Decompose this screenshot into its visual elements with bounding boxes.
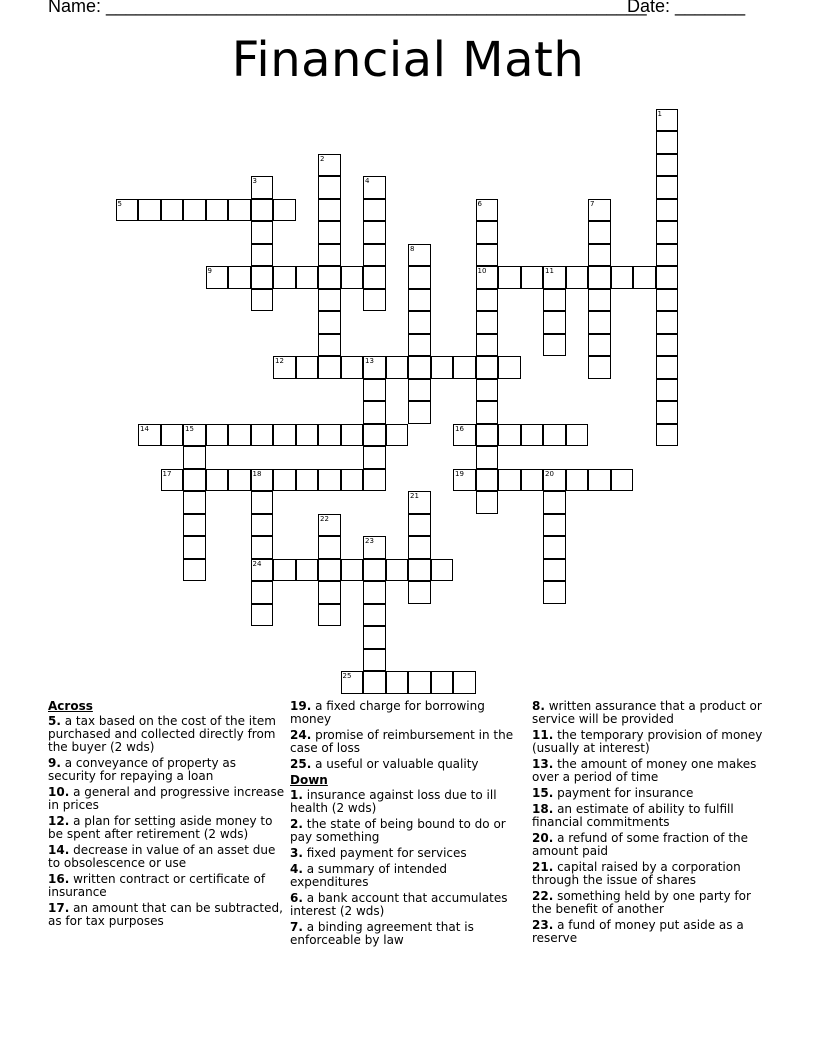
crossword-cell[interactable] xyxy=(183,514,206,537)
crossword-cell[interactable] xyxy=(273,559,296,582)
clue-number: 15 xyxy=(185,424,194,433)
clue-item xyxy=(48,715,286,754)
crossword-cell[interactable] xyxy=(476,379,499,402)
clue-number: 16 xyxy=(455,424,464,433)
crossword-cell[interactable] xyxy=(183,446,206,469)
clue-text: a bank account that accumulates interest (2 wds) xyxy=(290,891,508,918)
crossword-cell[interactable] xyxy=(408,671,431,694)
crossword-cell[interactable] xyxy=(363,221,386,244)
clue-section-heading: Down xyxy=(290,773,328,787)
crossword-cell[interactable] xyxy=(408,356,431,379)
clue-text: a fund of money put aside as a reserve xyxy=(532,918,744,945)
clue-section-heading: Across xyxy=(48,699,93,713)
crossword-cell[interactable] xyxy=(318,581,341,604)
crossword-cell[interactable] xyxy=(318,266,341,289)
clue-number: 25 xyxy=(342,672,352,680)
crossword-cell[interactable] xyxy=(566,469,589,492)
crossword-cell[interactable] xyxy=(183,559,206,582)
crossword-cell[interactable] xyxy=(318,221,341,244)
crossword-cell[interactable] xyxy=(251,491,274,514)
clue-item xyxy=(532,803,772,829)
crossword-cell[interactable] xyxy=(363,626,386,649)
crossword-cell[interactable] xyxy=(453,356,476,379)
crossword-cell[interactable] xyxy=(228,266,251,289)
crossword-cell[interactable] xyxy=(453,671,476,694)
clue-number: 18. xyxy=(532,802,554,816)
clue-number: 3 xyxy=(252,177,257,185)
clue-number: 12. xyxy=(48,814,70,828)
crossword-cell[interactable] xyxy=(543,469,566,492)
clue-number: 6 xyxy=(477,199,482,208)
crossword-cell[interactable] xyxy=(543,424,566,447)
crossword-cell[interactable] xyxy=(251,559,274,582)
crossword-cell[interactable] xyxy=(341,266,364,289)
clue-text: an estimate of ability to fulfill financial commitments xyxy=(532,802,734,829)
crossword-cell[interactable] xyxy=(656,356,679,379)
crossword-cell[interactable] xyxy=(318,244,341,267)
crossword-cell[interactable] xyxy=(251,199,274,222)
clue-number: 6. xyxy=(290,891,303,905)
clue-text: the state of being bound to do or pay something xyxy=(290,817,506,844)
crossword-cell[interactable] xyxy=(566,266,589,289)
crossword-cell[interactable] xyxy=(183,199,206,222)
crossword-cell[interactable] xyxy=(543,311,566,334)
clue-item xyxy=(290,729,528,755)
crossword-cell[interactable] xyxy=(476,334,499,357)
clue-text: payment for insurance xyxy=(553,786,694,800)
crossword-cell[interactable] xyxy=(183,536,206,559)
crossword-cell[interactable] xyxy=(588,199,611,222)
clue-item xyxy=(290,700,528,726)
crossword-cell[interactable] xyxy=(408,401,431,424)
crossword-cell[interactable] xyxy=(588,311,611,334)
crossword-cell[interactable] xyxy=(408,581,431,604)
crossword-cell[interactable] xyxy=(251,244,274,267)
crossword-cell[interactable] xyxy=(408,514,431,537)
crossword-cell[interactable] xyxy=(543,581,566,604)
crossword-cell[interactable] xyxy=(431,559,454,582)
crossword-cell[interactable] xyxy=(341,469,364,492)
crossword-cell[interactable] xyxy=(633,266,656,289)
clue-number: 7 xyxy=(590,199,595,208)
clue-number: 1 xyxy=(657,109,662,118)
crossword-cell[interactable] xyxy=(251,581,274,604)
clue-number: 14 xyxy=(140,424,149,433)
crossword-cell[interactable] xyxy=(476,356,499,379)
crossword-cell[interactable] xyxy=(543,334,566,357)
crossword-cell[interactable] xyxy=(588,244,611,267)
crossword-cell[interactable] xyxy=(476,446,499,469)
crossword-cell[interactable] xyxy=(341,356,364,379)
crossword-cell[interactable] xyxy=(408,491,431,514)
crossword-cell[interactable] xyxy=(161,469,184,492)
clue-number: 21 xyxy=(410,492,419,500)
clue-number: 24. xyxy=(290,728,312,742)
crossword-cell[interactable] xyxy=(453,424,476,447)
crossword-cell[interactable] xyxy=(656,109,679,132)
crossword-cell[interactable] xyxy=(386,424,409,447)
crossword-cell[interactable] xyxy=(408,266,431,289)
clue-number: 2 xyxy=(320,154,325,163)
crossword-cell[interactable] xyxy=(273,356,296,379)
crossword-cell[interactable] xyxy=(521,469,544,492)
crossword-cell[interactable] xyxy=(363,379,386,402)
crossword-cell[interactable] xyxy=(318,604,341,627)
clue-text: the amount of money one makes over a period of time xyxy=(532,757,757,784)
clue-item xyxy=(290,863,528,889)
crossword-cell[interactable] xyxy=(206,424,229,447)
crossword-cell[interactable] xyxy=(543,289,566,312)
clue-number: 10. xyxy=(48,785,70,799)
crossword-cell[interactable] xyxy=(408,536,431,559)
crossword-cell[interactable] xyxy=(251,604,274,627)
clue-number: 22. xyxy=(532,889,554,903)
clue-number: 7. xyxy=(290,920,303,934)
crossword-cell[interactable] xyxy=(363,424,386,447)
crossword-cell[interactable] xyxy=(476,289,499,312)
crossword-cell[interactable] xyxy=(296,266,319,289)
crossword-cell[interactable] xyxy=(363,244,386,267)
crossword-cell[interactable] xyxy=(273,424,296,447)
clue-number: 4 xyxy=(365,177,370,185)
crossword-cell[interactable] xyxy=(588,289,611,312)
clue-item xyxy=(532,758,772,784)
clue-number: 9. xyxy=(48,756,61,770)
clue-text: a useful or valuable quality xyxy=(311,757,479,771)
crossword-cell[interactable] xyxy=(363,446,386,469)
clue-number: 10 xyxy=(477,267,487,275)
clue-number: 8. xyxy=(532,699,545,713)
crossword-cell[interactable] xyxy=(656,379,679,402)
crossword-cell[interactable] xyxy=(138,424,161,447)
clue-number: 22 xyxy=(320,514,329,523)
clue-text: a plan for setting aside money to be spent after retirement (2 wds) xyxy=(48,814,273,841)
clue-item xyxy=(48,902,286,928)
crossword-cell[interactable] xyxy=(183,424,206,447)
crossword-cell[interactable] xyxy=(656,221,679,244)
clue-item xyxy=(532,700,772,726)
clue-item xyxy=(290,758,528,771)
clue-item xyxy=(532,787,772,800)
crossword-cell[interactable] xyxy=(318,176,341,199)
crossword-cell[interactable] xyxy=(363,356,386,379)
clue-number: 23. xyxy=(532,918,554,932)
clue-item xyxy=(290,892,528,918)
crossword-cell[interactable] xyxy=(408,311,431,334)
date-field[interactable]: Date: _______ xyxy=(627,0,746,16)
clue-column-1 xyxy=(48,700,286,931)
crossword-cell[interactable] xyxy=(341,559,364,582)
crossword-cell[interactable] xyxy=(476,491,499,514)
clue-number: 16. xyxy=(48,872,70,886)
crossword-cell[interactable] xyxy=(273,266,296,289)
crossword-cell[interactable] xyxy=(363,604,386,627)
crossword-cell[interactable] xyxy=(476,266,499,289)
crossword-cell[interactable] xyxy=(341,424,364,447)
clue-text: something held by one party for the benefit of another xyxy=(532,889,751,916)
crossword-cell[interactable] xyxy=(363,559,386,582)
crossword-cell[interactable] xyxy=(656,154,679,177)
crossword-cell[interactable] xyxy=(363,289,386,312)
crossword-cell[interactable] xyxy=(341,671,364,694)
crossword-cell[interactable] xyxy=(318,289,341,312)
crossword-cell[interactable] xyxy=(521,424,544,447)
crossword-cell[interactable] xyxy=(228,424,251,447)
crossword-cell[interactable] xyxy=(183,491,206,514)
clue-item xyxy=(290,789,528,815)
crossword-cell[interactable] xyxy=(656,244,679,267)
clue-item xyxy=(48,815,286,841)
crossword-cell[interactable] xyxy=(611,469,634,492)
crossword-cell[interactable] xyxy=(318,356,341,379)
crossword-cell[interactable] xyxy=(251,289,274,312)
clue-item xyxy=(48,757,286,783)
crossword-cell[interactable] xyxy=(251,536,274,559)
crossword-cell[interactable] xyxy=(476,244,499,267)
crossword-cell[interactable] xyxy=(363,266,386,289)
crossword-cell[interactable] xyxy=(251,176,274,199)
crossword-cell[interactable] xyxy=(363,176,386,199)
crossword-cell[interactable] xyxy=(408,289,431,312)
clue-item xyxy=(532,832,772,858)
clue-text: a tax based on the cost of the item purchased and collected directly from the buyer (2 wds) xyxy=(48,714,276,754)
crossword-cell[interactable] xyxy=(476,469,499,492)
crossword-cell[interactable] xyxy=(161,424,184,447)
crossword-cell[interactable] xyxy=(318,469,341,492)
clue-text: written contract or certificate of insurance xyxy=(48,872,266,899)
crossword-cell[interactable] xyxy=(363,469,386,492)
clue-number: 25. xyxy=(290,757,312,771)
crossword-cell[interactable] xyxy=(386,559,409,582)
clue-text: an amount that can be subtracted, as for tax purposes xyxy=(48,901,283,928)
crossword-cell[interactable] xyxy=(251,221,274,244)
crossword-cell[interactable] xyxy=(543,491,566,514)
crossword-cell[interactable] xyxy=(363,401,386,424)
crossword-cell[interactable] xyxy=(386,356,409,379)
crossword-cell[interactable] xyxy=(296,356,319,379)
clue-item xyxy=(290,818,528,844)
clue-text: a fixed charge for borrowing money xyxy=(290,699,485,726)
crossword-cell[interactable] xyxy=(318,514,341,537)
crossword-cell[interactable] xyxy=(476,424,499,447)
crossword-cell[interactable] xyxy=(476,221,499,244)
crossword-cell[interactable] xyxy=(363,649,386,672)
clue-number: 11. xyxy=(532,728,554,742)
clue-item xyxy=(290,847,528,860)
crossword-cell[interactable] xyxy=(408,334,431,357)
crossword-cell[interactable] xyxy=(363,671,386,694)
clue-number: 17. xyxy=(48,901,70,915)
page-title: Financial Math xyxy=(231,32,585,88)
crossword-cell[interactable] xyxy=(183,469,206,492)
clue-column-2 xyxy=(290,700,528,950)
crossword-cell[interactable] xyxy=(116,199,139,222)
clue-item xyxy=(532,729,772,755)
clue-number: 4. xyxy=(290,862,303,876)
crossword-cell[interactable] xyxy=(206,469,229,492)
crossword-cell[interactable] xyxy=(296,424,319,447)
crossword-cell[interactable] xyxy=(363,199,386,222)
clue-item xyxy=(532,890,772,916)
clue-text: a binding agreement that is enforceable by law xyxy=(290,920,474,947)
clue-item xyxy=(532,861,772,887)
clue-number: 23 xyxy=(365,537,374,545)
crossword-cell[interactable] xyxy=(251,469,274,492)
clue-item xyxy=(48,873,286,899)
crossword-cell[interactable] xyxy=(453,469,476,492)
crossword-cell[interactable] xyxy=(543,559,566,582)
crossword-cell[interactable] xyxy=(566,424,589,447)
crossword-cell[interactable] xyxy=(318,559,341,582)
crossword-cell[interactable] xyxy=(656,401,679,424)
clue-item xyxy=(290,921,528,947)
crossword-cell[interactable] xyxy=(318,154,341,177)
crossword-cell[interactable] xyxy=(656,131,679,154)
crossword-cell[interactable] xyxy=(251,266,274,289)
clue-number: 13 xyxy=(365,357,374,365)
crossword-cell[interactable] xyxy=(498,469,521,492)
clue-text: the temporary provision of money (usually at interest) xyxy=(532,728,763,755)
crossword-cell[interactable] xyxy=(543,514,566,537)
clue-number: 18 xyxy=(252,469,262,478)
crossword-cell[interactable] xyxy=(588,469,611,492)
crossword-cell[interactable] xyxy=(431,671,454,694)
crossword-cell[interactable] xyxy=(431,356,454,379)
crossword-cell[interactable] xyxy=(318,334,341,357)
crossword-cell[interactable] xyxy=(273,199,296,222)
clue-text: fixed payment for services xyxy=(302,846,467,860)
crossword-cell[interactable] xyxy=(408,379,431,402)
crossword-cell[interactable] xyxy=(408,559,431,582)
clue-text: a refund of some fraction of the amount paid xyxy=(532,831,749,858)
crossword-cell[interactable] xyxy=(161,199,184,222)
crossword-cell[interactable] xyxy=(206,266,229,289)
crossword-cell[interactable] xyxy=(656,176,679,199)
crossword-cell[interactable] xyxy=(521,266,544,289)
crossword-cell[interactable] xyxy=(476,311,499,334)
clue-text: promise of reimbursement in the case of loss xyxy=(290,728,514,755)
clue-number: 20. xyxy=(532,831,554,845)
clue-text: written assurance that a product or service will be provided xyxy=(532,699,762,726)
crossword-cell[interactable] xyxy=(656,289,679,312)
clue-number: 12 xyxy=(275,357,284,365)
crossword-cell[interactable] xyxy=(363,536,386,559)
crossword-cell[interactable] xyxy=(588,221,611,244)
clue-number: 17 xyxy=(162,469,172,478)
clue-number: 1. xyxy=(290,788,303,802)
clue-number: 21. xyxy=(532,860,554,874)
crossword-cell[interactable] xyxy=(588,334,611,357)
crossword-cell[interactable] xyxy=(656,311,679,334)
clue-number: 5. xyxy=(48,714,61,728)
clue-number: 24 xyxy=(252,559,262,568)
clue-text: decrease in value of an asset due to obsolescence or use xyxy=(48,843,276,870)
crossword-cell[interactable] xyxy=(476,199,499,222)
clue-column-3 xyxy=(532,700,772,948)
crossword-cell[interactable] xyxy=(318,536,341,559)
crossword-cell[interactable] xyxy=(251,514,274,537)
crossword-cell[interactable] xyxy=(476,401,499,424)
crossword-cell[interactable] xyxy=(273,469,296,492)
crossword-cell[interactable] xyxy=(656,266,679,289)
crossword-cell[interactable] xyxy=(251,424,274,447)
clue-number: 14. xyxy=(48,843,70,857)
clue-item xyxy=(48,844,286,870)
clue-number: 2. xyxy=(290,817,303,831)
crossword-cell[interactable] xyxy=(363,581,386,604)
crossword-cell[interactable] xyxy=(296,469,319,492)
crossword-cell[interactable] xyxy=(543,536,566,559)
clue-number: 9 xyxy=(207,267,212,275)
crossword-cell[interactable] xyxy=(656,424,679,447)
crossword-cell[interactable] xyxy=(656,334,679,357)
clue-number: 15. xyxy=(532,786,554,800)
crossword-cell[interactable] xyxy=(408,244,431,267)
clue-number: 19 xyxy=(455,469,464,478)
crossword-cell[interactable] xyxy=(386,671,409,694)
crossword-cell[interactable] xyxy=(588,356,611,379)
clue-text: capital raised by a corporation through the issue of shares xyxy=(532,860,741,887)
crossword-cell[interactable] xyxy=(318,424,341,447)
crossword-cell[interactable] xyxy=(498,266,521,289)
crossword-cell[interactable] xyxy=(228,199,251,222)
clue-number: 5 xyxy=(117,199,122,208)
crossword-cell[interactable] xyxy=(656,199,679,222)
crossword-cell[interactable] xyxy=(138,199,161,222)
clue-text: a conveyance of property as security for repaying a loan xyxy=(48,756,236,783)
clue-number: 19. xyxy=(290,699,312,713)
crossword-cell[interactable] xyxy=(296,559,319,582)
crossword-cell[interactable] xyxy=(228,469,251,492)
crossword-cell[interactable] xyxy=(498,424,521,447)
name-field[interactable]: Name: ______________________________________________________ xyxy=(48,0,647,16)
crossword-cell[interactable] xyxy=(498,356,521,379)
clue-number: 11 xyxy=(545,267,554,275)
clue-number: 3. xyxy=(290,846,303,860)
crossword-cell[interactable] xyxy=(543,266,566,289)
clue-number: 20 xyxy=(545,469,554,478)
clue-number: 8 xyxy=(410,244,415,253)
clue-number: 13. xyxy=(532,757,554,771)
clue-text: a summary of intended expenditures xyxy=(290,862,447,889)
crossword-cell[interactable] xyxy=(318,311,341,334)
clue-text: insurance against loss due to ill health (2 wds) xyxy=(290,788,497,815)
crossword-cell[interactable] xyxy=(611,266,634,289)
clue-item xyxy=(48,786,286,812)
crossword-cell[interactable] xyxy=(206,199,229,222)
crossword-cell[interactable] xyxy=(588,266,611,289)
clue-item xyxy=(532,919,772,945)
crossword-cell[interactable] xyxy=(318,199,341,222)
clue-text: a general and progressive increase in prices xyxy=(48,785,285,812)
